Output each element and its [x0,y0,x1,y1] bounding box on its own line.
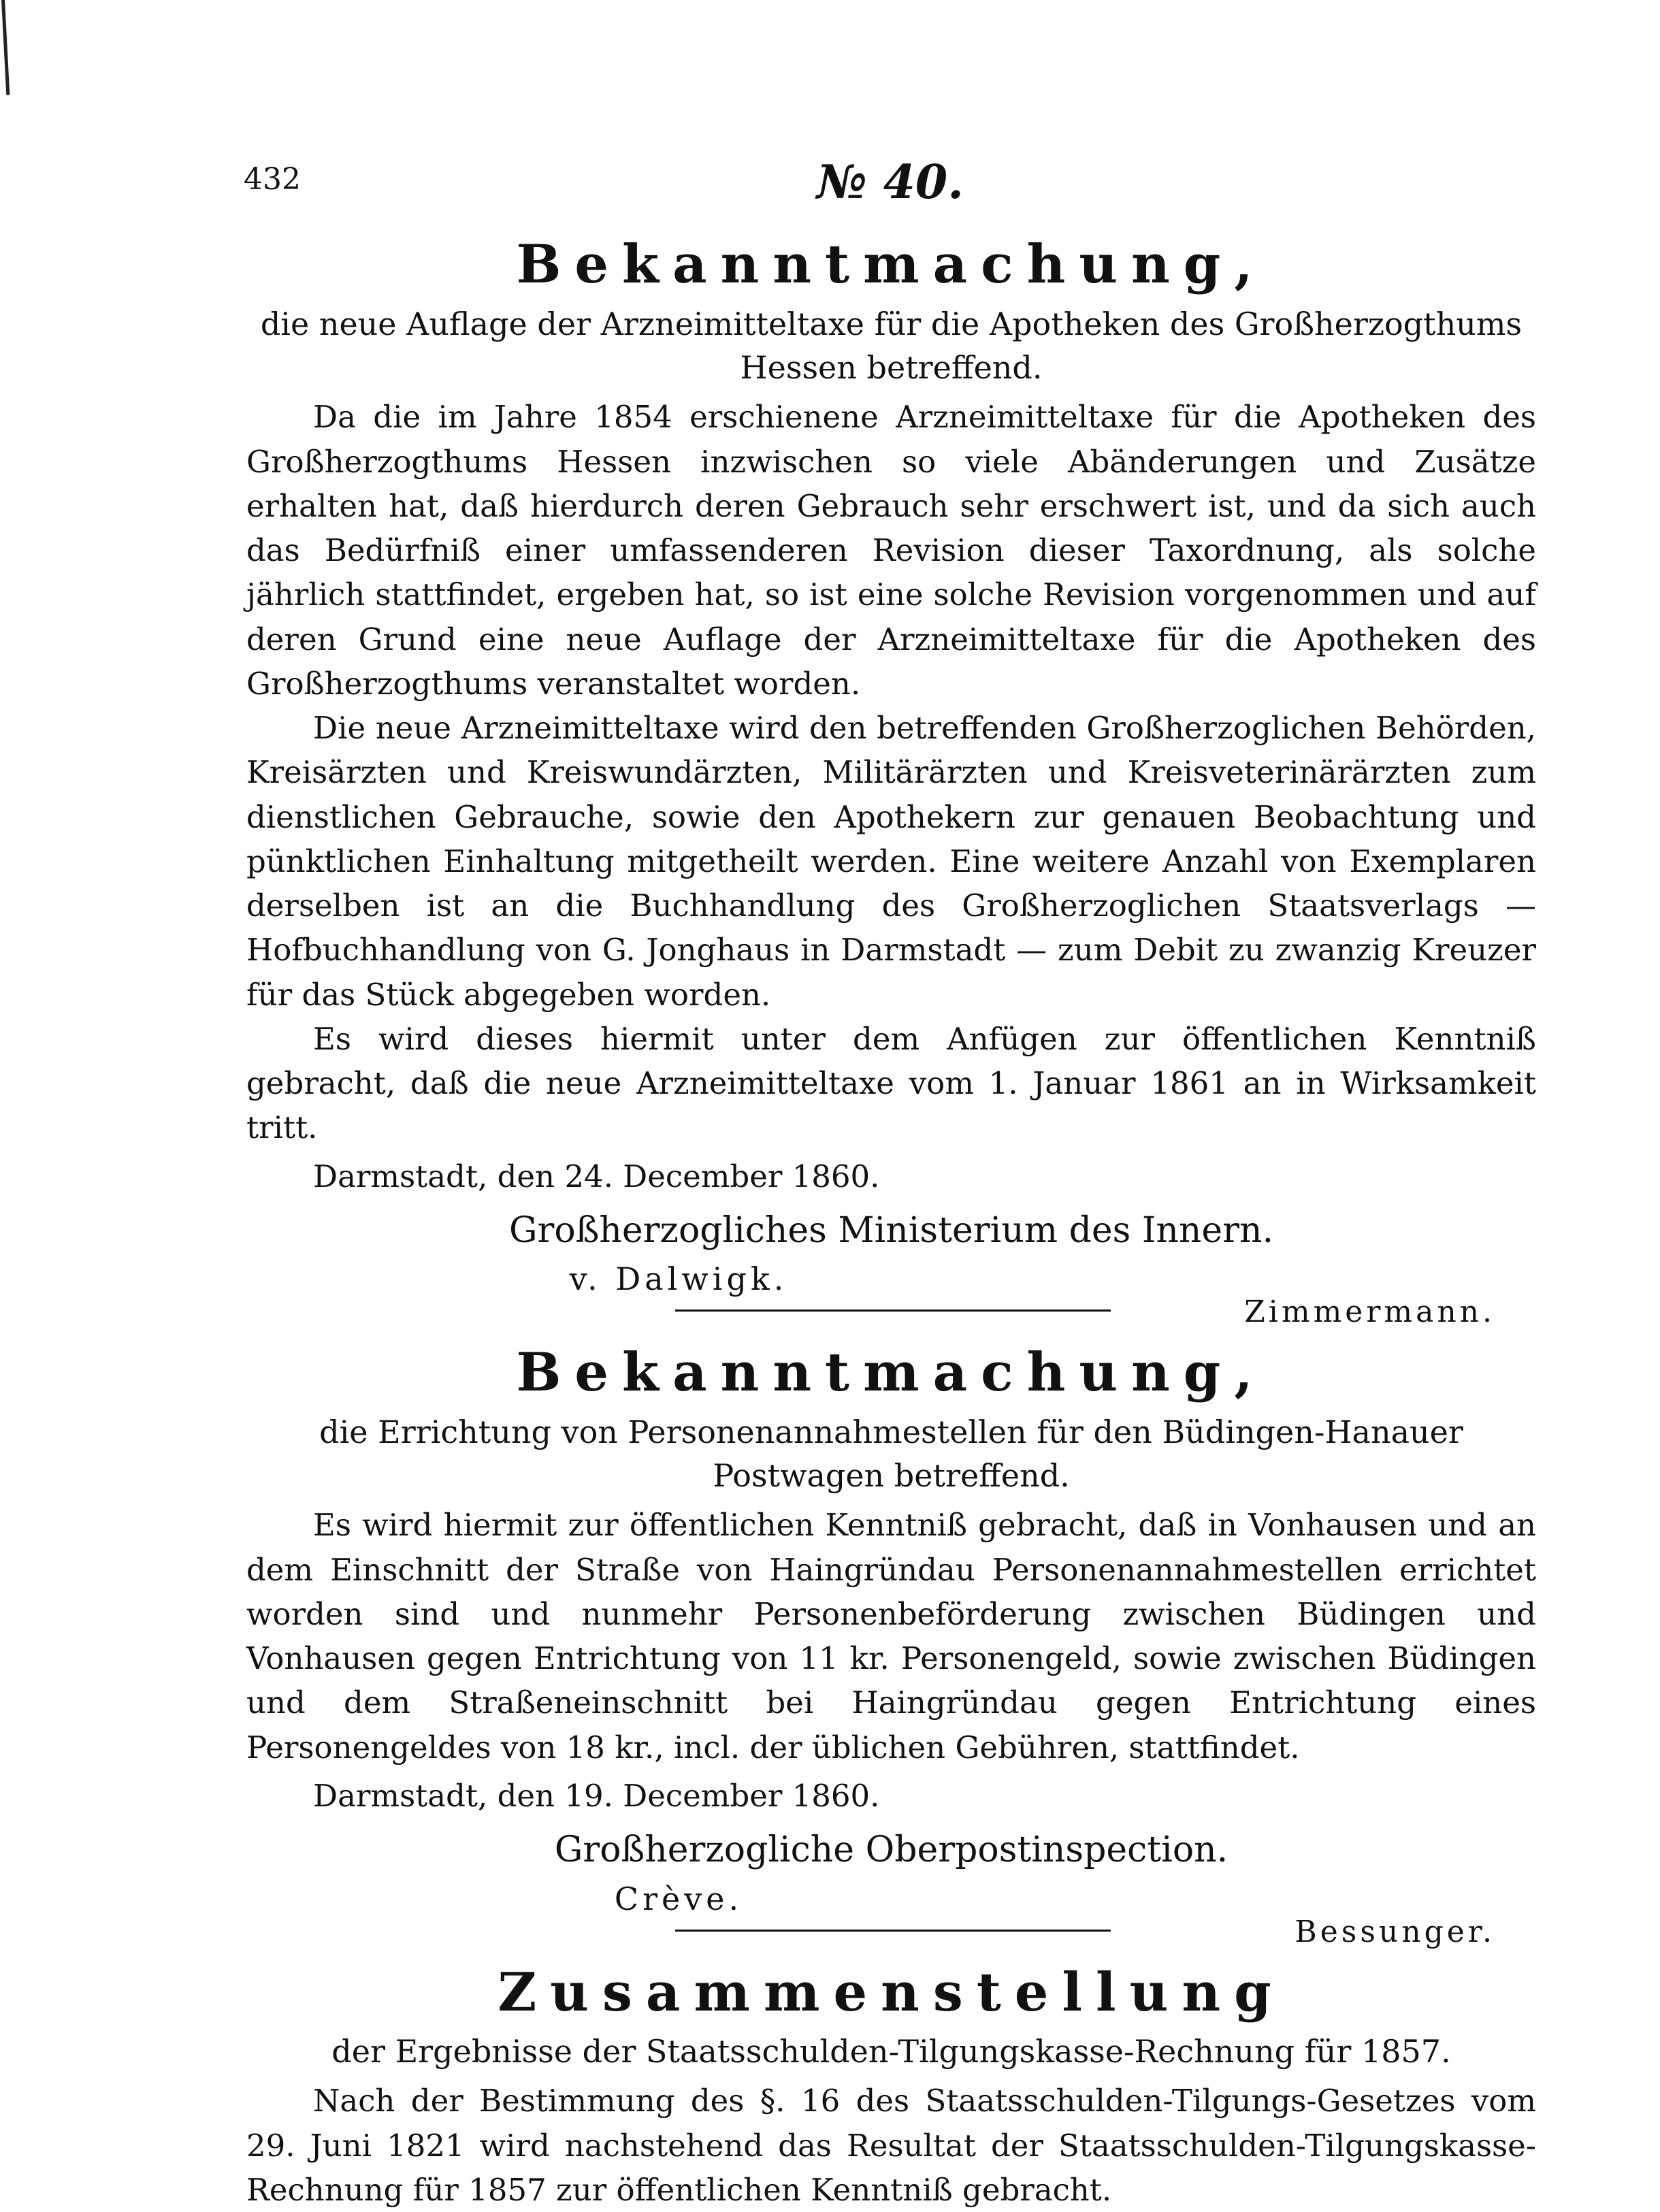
scan-edge-line [1,0,10,95]
signature-secondary: Bessunger. [1295,1914,1495,1949]
divider-rule [675,1930,1111,1932]
signature-block [246,1256,1536,1330]
section-title: Zusammenstellung [498,1961,1285,2023]
date-line: Darmstadt, den 19. December 1860. [313,1777,880,1814]
section-title: Bekanntmachung, [516,233,1267,295]
issue-number: № 40. [817,155,964,210]
signature-main: v. Dalwigk. [569,1260,788,1298]
page-number: 432 [244,162,301,197]
section-subtitle: die neue Auflage der Arzneimitteltaxe für die Apotheken des Großherzogthums Hessen betreffend. [260,305,1523,386]
section-zusammenstellung [246,1959,1536,2212]
signature-main: Crève. [614,1880,743,1917]
document-body [246,231,1536,2212]
issuing-authority: Großherzogliche Oberpostinspection. [554,1829,1228,1871]
issuing-authority: Großherzogliches Ministerium des Innern. [508,1209,1274,1251]
section-arzneimitteltaxe [246,231,1536,1330]
signature-secondary: Zimmermann. [1244,1295,1495,1330]
signature-block [246,1876,1536,1949]
paragraph: Da die im Jahre 1854 erschienene Arzneimitteltaxe für die Apotheken des Großherzogthums Hessen inzwischen so viele Abänderungen und Zusätze erhalten hat, daß hierdurch deren Gebrauch sehr erschwert ist, und da sich auch das Bedürfniß einer umfassenderen Revision dieser Taxordnung, als solche jährlich stattfindet, ergeben hat, so ist eine solche Revision vorgenommen und auf deren Grund eine neue Auflage der Arzneimitteltaxe für die Apotheken des Großherzogthums veranstaltet worden. [246,399,1536,702]
section-subtitle: der Ergebnisse der Staatsschulden-Tilgungskasse-Rechnung für 1857. [331,2033,1451,2070]
divider-rule [675,1310,1111,1312]
section-subtitle: die Errichtung von Personenannahmestellen für den Büdingen-Hanauer Postwagen betreffend. [319,1413,1463,1495]
paragraph: Die neue Arzneimitteltaxe wird den betreffenden Großherzoglichen Behörden, Kreisärzten und Kreiswundärzten, Militärärzten und Kreisveterinärärzten zum dienstlichen Gebrauche, sowie den Apothekern zur genauen Beobachtung und pünktlichen Einhaltung mitgetheilt werden. Eine weitere Anzahl von Exemplaren derselben ist an die Buchhandlung des Großherzoglichen Staatsverlags — Hofbuchhandlung von G. Jonghaus in Darmstadt — zum Debit zu zwanzig Kreuzer für das Stück abgegeben worden. [246,710,1536,1013]
date-line: Darmstadt, den 24. December 1860. [313,1158,880,1194]
paragraph: Es wird hiermit zur öffentlichen Kenntniß gebracht, daß in Vonhausen und an dem Einschnitt der Straße von Haingründau Personenannahmestellen errichtet worden sind und nunmehr Personenbeförderung zwischen Büdingen und Vonhausen gegen Entrichtung von 11 kr. Personengeld, sowie zwischen Büdingen und dem Straßeneinschnitt bei Haingründau gegen Entrichtung eines Personengeldes von 18 kr., incl. der üblichen Gebühren, stattfindet. [246,1507,1536,1766]
paragraph: Es wird dieses hiermit unter dem Anfügen zur öffentlichen Kenntniß gebracht, daß die neue Arzneimitteltaxe vom 1. Januar 1861 an in Wirksamkeit tritt. [246,1020,1536,1146]
section-personenannahmestellen [246,1339,1536,1949]
paragraph: Nach der Bestimmung des §. 16 des Staatsschulden-Tilgungs-Gesetzes vom 29. Juni 1821 wird nachstehend das Resultat der Staatsschulden-Tilgungskasse-Rechnung für 1857 zur öffentlichen Kenntniß gebracht. [246,2083,1536,2208]
section-title: Bekanntmachung, [516,1341,1267,1404]
